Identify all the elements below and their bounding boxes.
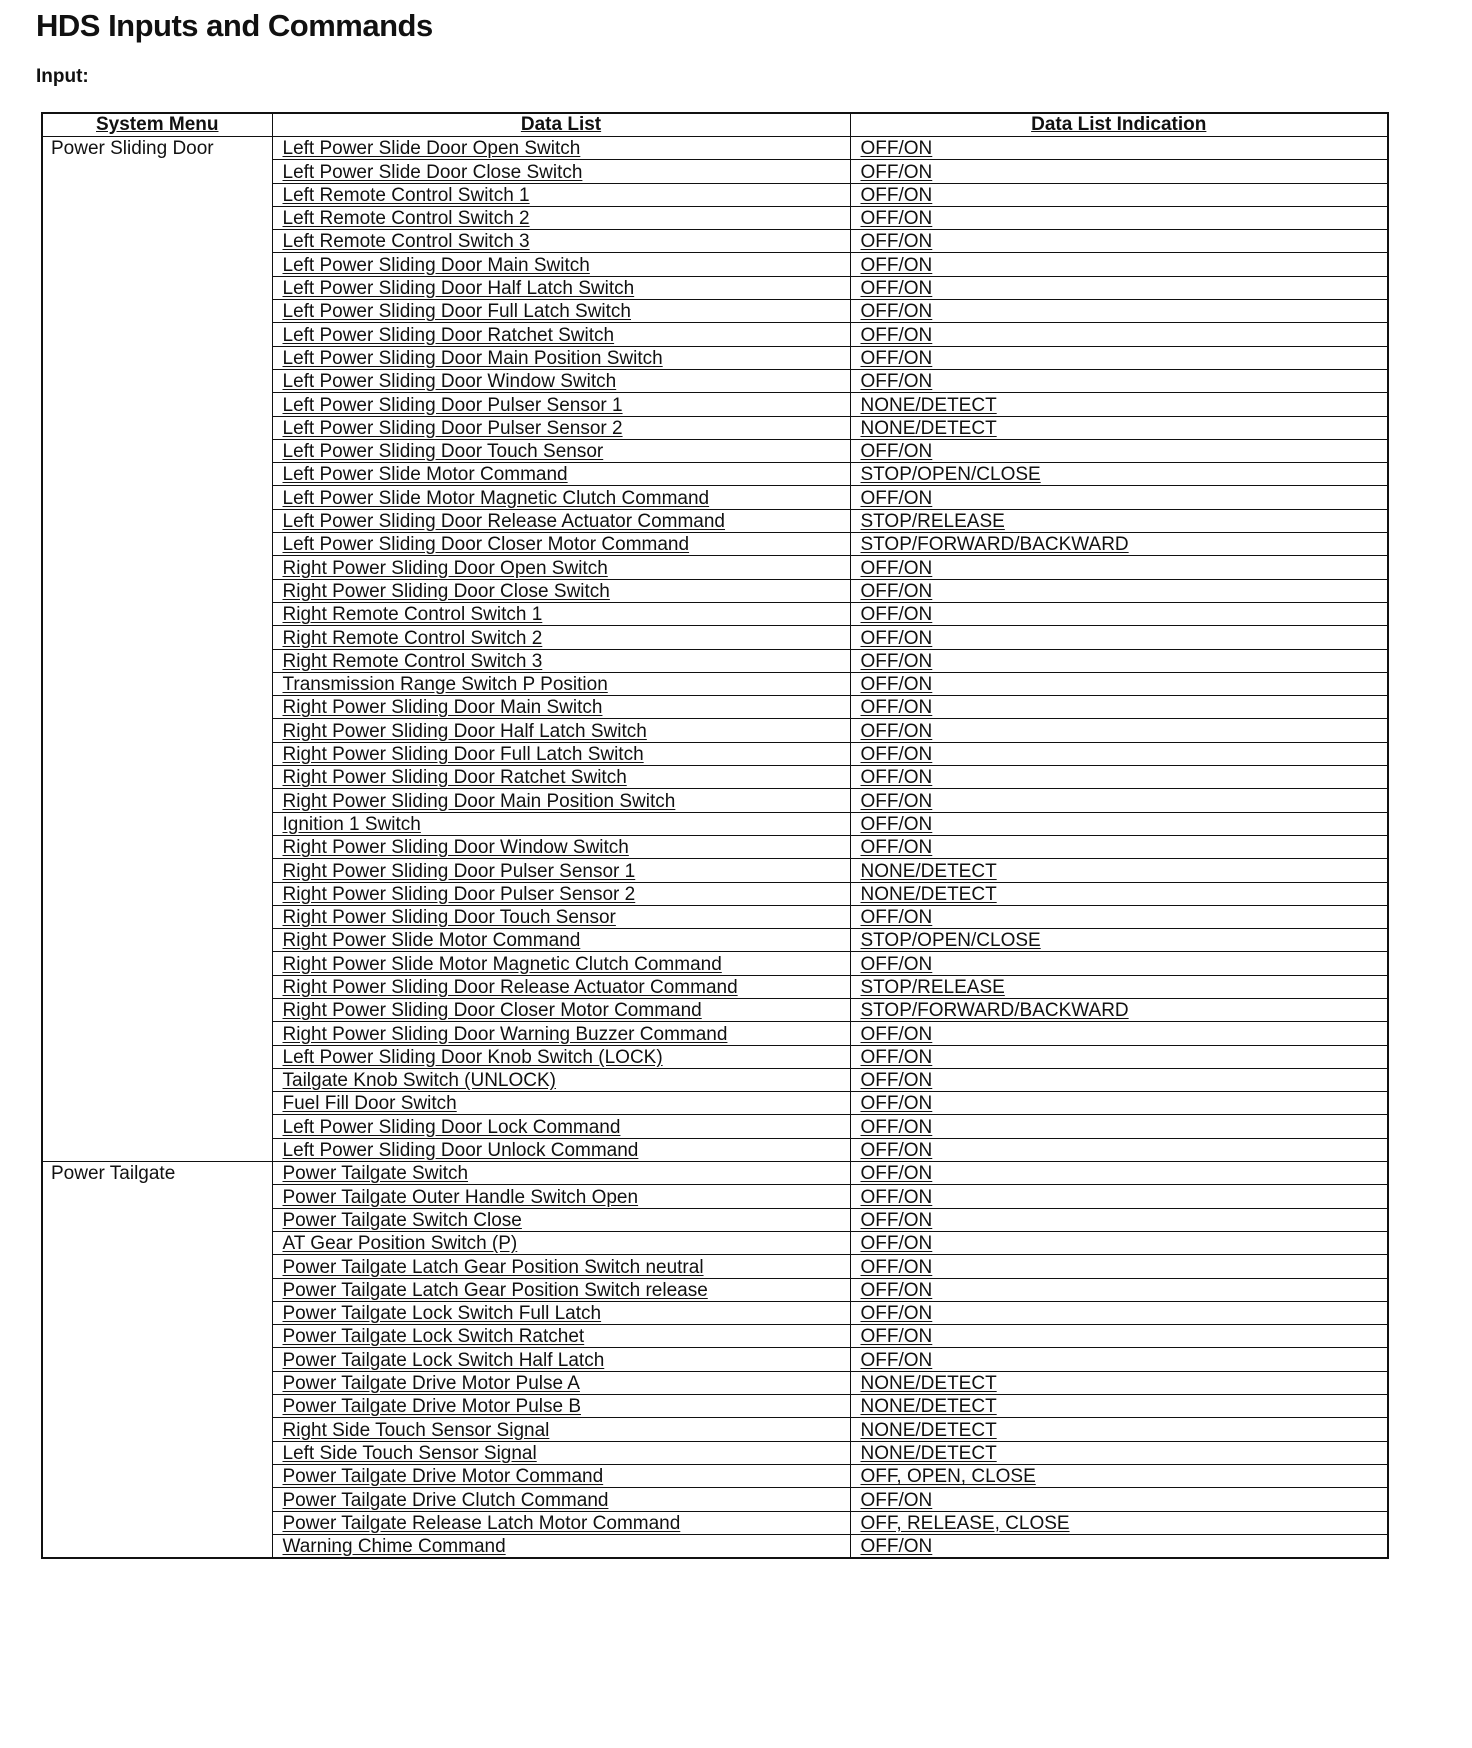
data-list-indication-cell: OFF/ON xyxy=(850,766,1388,789)
data-list-cell: Left Remote Control Switch 1 xyxy=(272,183,850,206)
data-list-cell: Power Tailgate Switch Close xyxy=(272,1208,850,1231)
data-list-indication-cell: OFF, RELEASE, CLOSE xyxy=(850,1511,1388,1534)
data-list-indication-cell: NONE/DETECT xyxy=(850,1395,1388,1418)
table-row xyxy=(42,1162,1388,1185)
data-list-indication-cell: NONE/DETECT xyxy=(850,882,1388,905)
data-list-cell: Tailgate Knob Switch (UNLOCK) xyxy=(272,1068,850,1091)
data-list-indication-cell: STOP/RELEASE xyxy=(850,509,1388,532)
data-list-cell: Warning Chime Command xyxy=(272,1534,850,1558)
data-list-indication-cell: OFF/ON xyxy=(850,346,1388,369)
data-list-cell: Right Remote Control Switch 3 xyxy=(272,649,850,672)
data-list-indication-cell: NONE/DETECT xyxy=(850,859,1388,882)
data-list-indication-cell: OFF/ON xyxy=(850,602,1388,625)
data-list-cell: Right Power Sliding Door Open Switch xyxy=(272,556,850,579)
data-list-indication-cell: OFF/ON xyxy=(850,1231,1388,1254)
data-list-indication-cell: OFF/ON xyxy=(850,1488,1388,1511)
data-list-indication-cell: OFF/ON xyxy=(850,137,1388,160)
data-list-indication-cell: OFF/ON xyxy=(850,789,1388,812)
data-list-indication-cell: OFF/ON xyxy=(850,160,1388,183)
data-list-indication-cell: OFF/ON xyxy=(850,369,1388,392)
system-menu-cell: Power Tailgate xyxy=(42,1162,272,1559)
data-list-cell: Power Tailgate Release Latch Motor Command xyxy=(272,1511,850,1534)
data-list-cell: Left Power Sliding Door Ratchet Switch xyxy=(272,323,850,346)
data-list-cell: Left Power Sliding Door Closer Motor Command xyxy=(272,533,850,556)
data-list-cell: Left Power Sliding Door Lock Command xyxy=(272,1115,850,1138)
data-list-cell: Left Power Sliding Door Half Latch Switch xyxy=(272,276,850,299)
data-list-cell: Left Power Slide Door Close Switch xyxy=(272,160,850,183)
data-list-indication-cell: OFF/ON xyxy=(850,1325,1388,1348)
data-list-indication-cell: OFF/ON xyxy=(850,300,1388,323)
data-list-indication-cell: OFF/ON xyxy=(850,649,1388,672)
data-list-indication-cell: OFF/ON xyxy=(850,1348,1388,1371)
data-list-cell: Fuel Fill Door Switch xyxy=(272,1092,850,1115)
data-list-indication-cell: OFF, OPEN, CLOSE xyxy=(850,1464,1388,1487)
data-list-cell: Transmission Range Switch P Position xyxy=(272,672,850,695)
data-list-indication-cell: OFF/ON xyxy=(850,1208,1388,1231)
data-list-cell: Right Power Sliding Door Main Switch xyxy=(272,696,850,719)
data-list-indication-cell: OFF/ON xyxy=(850,1534,1388,1558)
data-list-indication-cell: OFF/ON xyxy=(850,486,1388,509)
data-list-cell: Left Power Sliding Door Main Position Switch xyxy=(272,346,850,369)
data-list-cell: Ignition 1 Switch xyxy=(272,812,850,835)
data-list-indication-cell: STOP/FORWARD/BACKWARD xyxy=(850,998,1388,1021)
data-list-indication-cell: NONE/DETECT xyxy=(850,1371,1388,1394)
data-list-table xyxy=(41,112,1389,1559)
data-list-cell: Power Tailgate Drive Motor Command xyxy=(272,1464,850,1487)
data-list-indication-cell: OFF/ON xyxy=(850,1022,1388,1045)
data-list-cell: Left Power Slide Door Open Switch xyxy=(272,137,850,160)
page-title: HDS Inputs and Commands xyxy=(36,8,433,43)
data-list-cell: AT Gear Position Switch (P) xyxy=(272,1231,850,1254)
data-list-cell: Right Power Sliding Door Ratchet Switch xyxy=(272,766,850,789)
data-list-cell: Right Power Sliding Door Half Latch Switch xyxy=(272,719,850,742)
system-menu-cell: Power Sliding Door xyxy=(42,137,272,1162)
data-list-cell: Right Power Slide Motor Magnetic Clutch Command xyxy=(272,952,850,975)
data-list-indication-cell: OFF/ON xyxy=(850,439,1388,462)
data-list-cell: Left Power Sliding Door Unlock Command xyxy=(272,1138,850,1161)
data-list-indication-cell: NONE/DETECT xyxy=(850,393,1388,416)
data-list-indication-cell: OFF/ON xyxy=(850,742,1388,765)
data-list-cell: Right Power Sliding Door Touch Sensor xyxy=(272,905,850,928)
data-list-indication-cell: OFF/ON xyxy=(850,230,1388,253)
data-list-indication-cell: OFF/ON xyxy=(850,1115,1388,1138)
data-list-indication-cell: OFF/ON xyxy=(850,1255,1388,1278)
data-list-cell: Right Remote Control Switch 2 xyxy=(272,626,850,649)
data-list-cell: Left Remote Control Switch 3 xyxy=(272,230,850,253)
data-list-indication-cell: OFF/ON xyxy=(850,1045,1388,1068)
data-list-indication-cell: OFF/ON xyxy=(850,1185,1388,1208)
data-list-cell: Left Remote Control Switch 2 xyxy=(272,206,850,229)
table-header-row xyxy=(42,113,1388,137)
data-list-cell: Power Tailgate Switch xyxy=(272,1162,850,1185)
data-list-indication-cell: STOP/OPEN/CLOSE xyxy=(850,929,1388,952)
data-list-cell: Power Tailgate Drive Motor Pulse A xyxy=(272,1371,850,1394)
data-list-indication-cell: OFF/ON xyxy=(850,1278,1388,1301)
data-list-indication-cell: OFF/ON xyxy=(850,719,1388,742)
data-list-indication-cell: STOP/RELEASE xyxy=(850,975,1388,998)
data-list-indication-cell: OFF/ON xyxy=(850,579,1388,602)
data-list-indication-cell: OFF/ON xyxy=(850,952,1388,975)
section-label: Input: xyxy=(36,66,89,87)
data-list-indication-cell: OFF/ON xyxy=(850,253,1388,276)
data-list-indication-cell: OFF/ON xyxy=(850,276,1388,299)
data-list-indication-cell: NONE/DETECT xyxy=(850,1441,1388,1464)
data-list-indication-cell: OFF/ON xyxy=(850,323,1388,346)
data-list-cell: Left Power Slide Motor Magnetic Clutch Command xyxy=(272,486,850,509)
data-list-cell: Left Power Sliding Door Pulser Sensor 2 xyxy=(272,416,850,439)
data-list-cell: Left Power Sliding Door Release Actuator Command xyxy=(272,509,850,532)
data-list-cell: Right Power Sliding Door Full Latch Switch xyxy=(272,742,850,765)
data-list-indication-cell: OFF/ON xyxy=(850,1138,1388,1161)
data-list-cell: Right Power Sliding Door Window Switch xyxy=(272,835,850,858)
data-list-cell: Power Tailgate Drive Clutch Command xyxy=(272,1488,850,1511)
data-list-indication-cell: OFF/ON xyxy=(850,626,1388,649)
header-data-list-indication: Data List Indication xyxy=(850,113,1388,137)
data-list-cell: Left Power Sliding Door Window Switch xyxy=(272,369,850,392)
data-list-indication-cell: STOP/FORWARD/BACKWARD xyxy=(850,533,1388,556)
data-list-cell: Left Power Slide Motor Command xyxy=(272,463,850,486)
header-data-list: Data List xyxy=(272,113,850,137)
data-list-cell: Power Tailgate Lock Switch Half Latch xyxy=(272,1348,850,1371)
data-list-indication-cell: OFF/ON xyxy=(850,556,1388,579)
data-list-cell: Power Tailgate Latch Gear Position Switch release xyxy=(272,1278,850,1301)
data-list-indication-cell: OFF/ON xyxy=(850,1092,1388,1115)
data-list-cell: Left Power Sliding Door Touch Sensor xyxy=(272,439,850,462)
data-list-cell: Power Tailgate Drive Motor Pulse B xyxy=(272,1395,850,1418)
data-list-indication-cell: OFF/ON xyxy=(850,905,1388,928)
data-list-cell: Right Power Sliding Door Main Position Switch xyxy=(272,789,850,812)
data-list-indication-cell: OFF/ON xyxy=(850,1301,1388,1324)
data-list-cell: Left Power Sliding Door Pulser Sensor 1 xyxy=(272,393,850,416)
data-list-cell: Power Tailgate Outer Handle Switch Open xyxy=(272,1185,850,1208)
data-list-indication-cell: NONE/DETECT xyxy=(850,1418,1388,1441)
data-list-cell: Right Power Sliding Door Pulser Sensor 1 xyxy=(272,859,850,882)
data-list-cell: Power Tailgate Latch Gear Position Switch neutral xyxy=(272,1255,850,1278)
data-list-cell: Left Power Sliding Door Knob Switch (LOCK) xyxy=(272,1045,850,1068)
data-list-cell: Power Tailgate Lock Switch Full Latch xyxy=(272,1301,850,1324)
data-list-cell: Right Power Sliding Door Pulser Sensor 2 xyxy=(272,882,850,905)
data-list-indication-cell: STOP/OPEN/CLOSE xyxy=(850,463,1388,486)
data-list-indication-cell: OFF/ON xyxy=(850,812,1388,835)
data-list-cell: Left Power Sliding Door Full Latch Switch xyxy=(272,300,850,323)
data-list-indication-cell: OFF/ON xyxy=(850,183,1388,206)
data-list-cell: Left Power Sliding Door Main Switch xyxy=(272,253,850,276)
data-list-indication-cell: OFF/ON xyxy=(850,696,1388,719)
data-list-cell: Right Power Sliding Door Closer Motor Command xyxy=(272,998,850,1021)
data-list-cell: Power Tailgate Lock Switch Ratchet xyxy=(272,1325,850,1348)
data-list-indication-cell: OFF/ON xyxy=(850,206,1388,229)
data-list-cell: Right Remote Control Switch 1 xyxy=(272,602,850,625)
data-list-indication-cell: OFF/ON xyxy=(850,672,1388,695)
data-list-cell: Right Power Sliding Door Close Switch xyxy=(272,579,850,602)
table-row xyxy=(42,137,1388,160)
header-system-menu: System Menu xyxy=(42,113,272,137)
data-list-indication-cell: NONE/DETECT xyxy=(850,416,1388,439)
data-list-cell: Left Side Touch Sensor Signal xyxy=(272,1441,850,1464)
data-list-cell: Right Side Touch Sensor Signal xyxy=(272,1418,850,1441)
data-list-cell: Right Power Slide Motor Command xyxy=(272,929,850,952)
data-list-indication-cell: OFF/ON xyxy=(850,1162,1388,1185)
data-list-cell: Right Power Sliding Door Release Actuator Command xyxy=(272,975,850,998)
data-list-indication-cell: OFF/ON xyxy=(850,835,1388,858)
data-list-indication-cell: OFF/ON xyxy=(850,1068,1388,1091)
data-list-cell: Right Power Sliding Door Warning Buzzer Command xyxy=(272,1022,850,1045)
